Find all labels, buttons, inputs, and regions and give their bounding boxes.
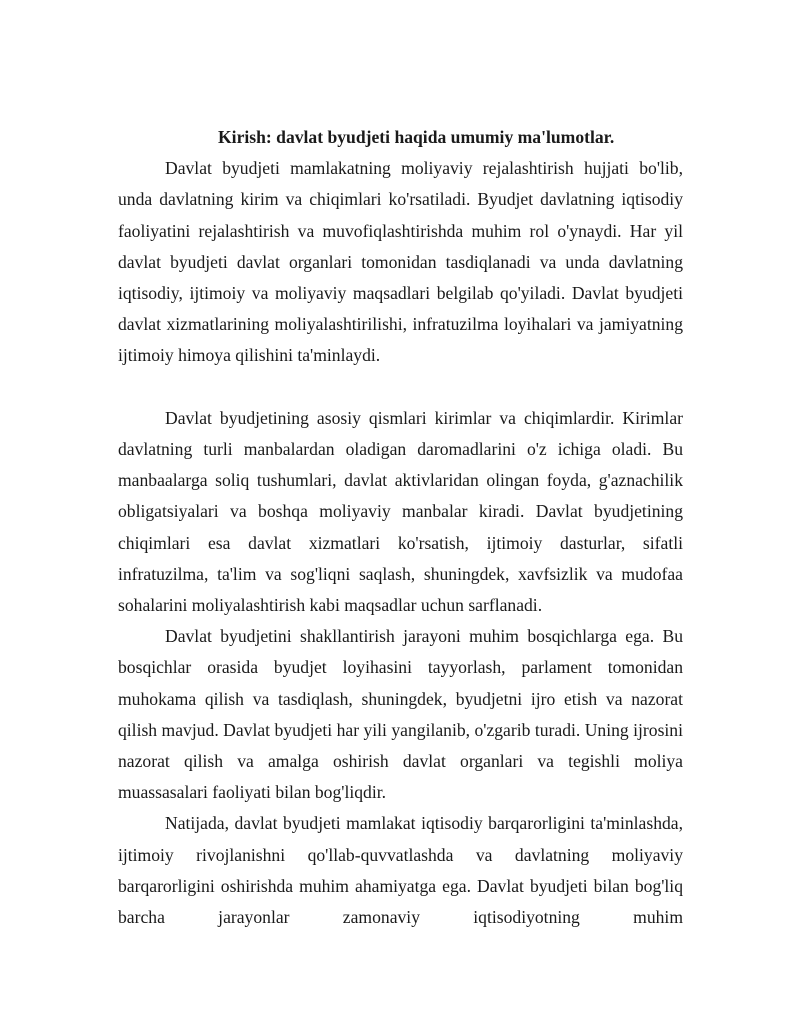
paragraph-3: Davlat byudjetini shakllantirish jarayoni muhim bosqichlarga ega. Bu bosqichlar orasida byudjet loyihasini tayyorlash, parlament tomonidan muhokama qilish va tasdiqlash, shuningdek, byudjetni ijro etish va nazorat qilish mavjud. Davlat byudjeti har yili yangilanib, o'zgarib turadi. Uning ijrosini nazorat qilish va amalga oshirish davlat organlari va tegishli moliya muassasalari faoliyati bilan bog'liqdir. [118, 626, 683, 803]
paragraph-4: Natijada, davlat byudjeti mamlakat iqtisodiy barqarorligini ta'minlashda, ijtimoiy rivojlanishni qo'llab-quvvatlashda va davlatning moliyaviy barqarorligini oshirishda muhim ahamiyatga ega. Davlat byudjeti bilan bog'liq barcha jarayonlar zamonaviy iqtisodiyotning muhim [118, 813, 683, 928]
paragraph-gap [118, 372, 683, 403]
document-title: Kirish: davlat byudjeti haqida umumiy ma'lumotlar. [218, 127, 615, 147]
document-body [118, 122, 683, 933]
paragraph-1: Davlat byudjeti mamlakatning moliyaviy rejalashtirish hujjati bo'lib, unda davlatning kirim va chiqimlari ko'rsatiladi. Byudjet davlatning iqtisodiy faoliyatini rejalashtirish va muvofiqlashtirishda muhim rol o'ynaydi. Har yil davlat byudjeti davlat organlari tomonidan tasdiqlanadi va unda davlatning iqtisodiy, ijtimoiy va moliyaviy maqsadlari belgilab qo'yiladi. Davlat byudjeti davlat xizmatlarining moliyalashtirilishi, infratuzilma loyihalari va jamiyatning ijtimoiy himoya qilishini ta'minlaydi. [118, 158, 683, 366]
paragraph-2: Davlat byudjetining asosiy qismlari kirimlar va chiqimlardir. Kirimlar davlatning turli manbalardan oladigan daromadlarini o'z ichiga oladi. Bu manbaalarga soliq tushumlari, davlat aktivlaridan olingan foyda, g'aznachilik obligatsiyalari va boshqa moliyaviy manbalar kiradi. Davlat byudjetining chiqimlari esa davlat xizmatlari ko'rsatish, ijtimoiy dasturlar, sifatli infratuzilma, ta'lim va sog'liqni saqlash, shuningdek, xavfsizlik va mudofaa sohalarini moliyalashtirish kabi maqsadlar uchun sarflanadi. [118, 407, 683, 616]
